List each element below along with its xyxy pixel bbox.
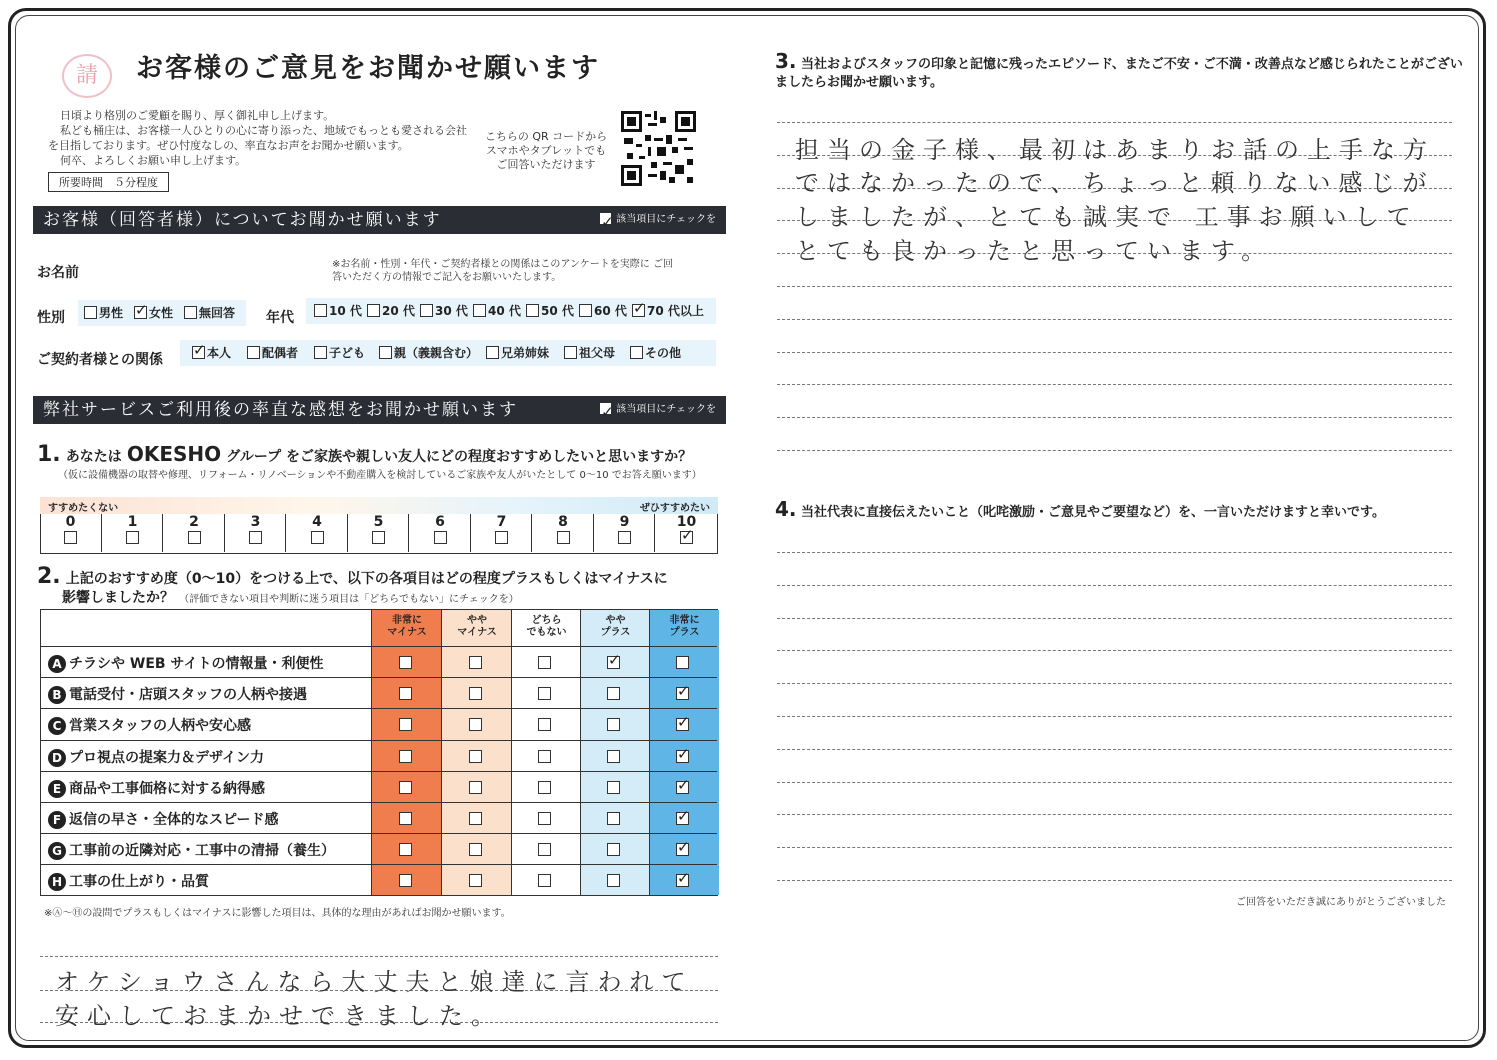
answer-line	[777, 650, 1452, 651]
q2-number: 2.	[37, 564, 61, 589]
row-label	[48, 840, 335, 860]
row-label	[48, 871, 209, 891]
scale-cell-7[interactable]	[470, 514, 532, 552]
q2-grid	[40, 609, 718, 896]
column-header: どちら でもない	[526, 615, 567, 638]
row-letter: H	[48, 873, 66, 891]
row-label	[48, 747, 264, 767]
name-label: お名前	[37, 265, 79, 281]
checkbox[interactable]	[557, 531, 570, 544]
checkbox[interactable]	[473, 304, 486, 317]
checkbox[interactable]	[607, 812, 620, 825]
checkbox[interactable]	[538, 687, 551, 700]
answer-line	[777, 384, 1452, 385]
intro-text	[48, 108, 468, 168]
option-label: 20 代	[382, 304, 415, 318]
option-label: 10 代	[329, 304, 362, 318]
scale-label: 5	[373, 514, 384, 530]
checkbox[interactable]	[469, 656, 482, 669]
answer-line	[777, 683, 1452, 684]
scale-cell-2[interactable]	[162, 514, 225, 552]
answer-line	[777, 286, 1452, 287]
checkbox[interactable]	[538, 812, 551, 825]
q4-heading	[775, 497, 1385, 521]
intro-line-3: 何卒、よろしくお願い申し上げます。	[60, 154, 247, 167]
relation-label: ご契約者様との関係	[37, 352, 163, 368]
age-option-40s[interactable]	[473, 302, 521, 319]
option-label: 30 代	[435, 304, 468, 318]
row-letter: A	[48, 655, 66, 673]
q2-text-2: 影響しましたか？	[62, 590, 174, 606]
qr-code-icon[interactable]	[621, 111, 696, 186]
checkbox[interactable]	[607, 874, 620, 887]
checkbox-checked[interactable]	[676, 781, 689, 794]
checkbox[interactable]	[314, 304, 327, 317]
checkbox[interactable]	[379, 346, 392, 359]
check-note-text: 該当項目にチェックを	[616, 214, 716, 225]
q1-high-label: ぜひすすめたい	[639, 503, 710, 514]
checkbox[interactable]	[538, 750, 551, 763]
row-text: プロ視点の提案力＆デザイン力	[69, 749, 265, 766]
q3-handwritten-line-4: とても良かったと思っています。	[795, 237, 1274, 265]
time-required-box: 所要時間 ５分程度	[48, 172, 169, 192]
answer-line	[777, 618, 1452, 619]
checkbox[interactable]	[469, 781, 482, 794]
answer-line	[777, 585, 1452, 586]
answer-line	[777, 782, 1452, 783]
checkbox[interactable]	[579, 304, 592, 317]
scale-label: 9	[619, 514, 630, 530]
checkbox[interactable]	[311, 531, 324, 544]
check-note-text: 該当項目にチェックを	[616, 404, 716, 415]
scale-cell-10[interactable]	[654, 514, 718, 552]
checkbox-checked[interactable]	[632, 304, 645, 317]
relation-option-other[interactable]	[630, 344, 681, 361]
age-options	[306, 298, 716, 324]
checkbox[interactable]	[607, 843, 620, 856]
checkbox-checked[interactable]	[676, 718, 689, 731]
scale-label: 2	[189, 514, 199, 530]
q1-heading	[37, 442, 692, 467]
option-label: 男性	[99, 306, 124, 320]
checkbox[interactable]	[184, 306, 197, 319]
column-header: やや マイナス	[457, 615, 497, 638]
row-label	[48, 715, 251, 735]
option-label: 女性	[149, 306, 174, 320]
scale-cell-4[interactable]	[285, 514, 348, 552]
checkbox[interactable]	[469, 750, 482, 763]
gender-option-male[interactable]	[84, 304, 123, 321]
checkbox[interactable]	[676, 656, 689, 669]
answer-line	[777, 352, 1452, 353]
checkbox[interactable]	[64, 531, 77, 544]
scale-cell-5[interactable]	[347, 514, 409, 552]
checkbox[interactable]	[372, 531, 385, 544]
checkbox[interactable]	[469, 874, 482, 887]
scale-cell-8[interactable]	[531, 514, 594, 552]
option-label: 40 代	[488, 304, 521, 318]
row-label	[48, 684, 307, 704]
table-row	[41, 708, 717, 740]
row-letter: G	[48, 842, 66, 860]
q3-number: 3.	[775, 49, 797, 73]
checkbox-checked[interactable]	[192, 346, 205, 359]
section-service-check-note	[600, 396, 716, 424]
answer-line	[777, 122, 1452, 123]
checkbox-checked[interactable]	[134, 306, 147, 319]
checkbox[interactable]	[367, 304, 380, 317]
checkbox[interactable]	[607, 750, 620, 763]
company-stamp: 請	[62, 54, 112, 98]
checkbox-checked[interactable]	[676, 687, 689, 700]
checkbox[interactable]	[399, 874, 412, 887]
checkbox-checked[interactable]	[607, 656, 620, 669]
scale-label: 0	[65, 514, 76, 530]
checkbox-checked[interactable]	[676, 874, 689, 887]
column-header: 非常に マイナス	[387, 615, 427, 638]
checkbox[interactable]	[188, 531, 201, 544]
name-note: ※お名前・性別・年代・ご契約者様との関係はこのアンケートを実際に ご回答いただく方の情報でご記入をお願いいたします。	[332, 259, 673, 283]
section-customer-check-note	[600, 206, 716, 234]
q3-heading	[775, 49, 1465, 92]
row-text: 返信の早さ・全体的なスピード感	[69, 812, 279, 828]
option-label: その他	[645, 346, 682, 360]
scale-label: 10	[676, 514, 697, 530]
checkbox[interactable]	[434, 531, 447, 544]
option-label: 配偶者	[262, 346, 299, 360]
scale-cell-6[interactable]	[408, 514, 471, 552]
option-label: 祖父母	[579, 346, 616, 360]
checkbox[interactable]	[607, 687, 620, 700]
intro-line-2: 私ども桶庄は、お客様一人ひとりの心に寄り添った、地域でもっとも愛される会社を目指しております。ぜひ忖度なしの、率直なお声をお聞かせ願います。	[48, 124, 467, 152]
checkbox[interactable]	[564, 346, 577, 359]
table-row	[41, 833, 717, 865]
q2-heading-line2	[62, 587, 519, 607]
table-row	[41, 771, 717, 803]
scale-label: 1	[127, 514, 138, 530]
intro-line-1: 日頃より格別のご愛顧を賜り、厚く御礼申し上げます。	[60, 109, 335, 122]
scale-cell-9[interactable]	[593, 514, 655, 552]
section-service-header	[33, 396, 726, 424]
scale-label: 8	[558, 514, 568, 530]
q1-low-label: すすめたくない	[48, 503, 119, 514]
q1-text-post: グループ をご家族や親しい友人にどの程度おすすめしたいと思いますか？	[226, 449, 693, 465]
q3-handwritten-line-1: 担当の金子様、最初はあまりお話の上手な方	[795, 136, 1435, 164]
q2-footnote: ※Ⓐ〜Ⓗの設問でプラスもしくはマイナスに影響した項目は、具体的な理由があればお聞かせ願います。	[44, 908, 511, 919]
option-label: 子ども	[329, 346, 366, 360]
q1-text-pre: あなたは	[65, 449, 122, 465]
row-text: 営業スタッフの人柄や安心感	[69, 718, 251, 735]
checkbox[interactable]	[469, 718, 482, 731]
checkbox[interactable]	[399, 812, 412, 825]
relation-option-grandparent[interactable]	[564, 344, 615, 361]
section-service-title: 弊社サービスご利用後の率直な感想をお聞かせ願います	[43, 400, 518, 420]
row-letter: B	[48, 686, 66, 704]
row-label	[48, 778, 265, 798]
row-text: 商品や工事価格に対する納得感	[69, 780, 265, 797]
checkbox-checked[interactable]	[676, 812, 689, 825]
answer-line	[40, 956, 718, 957]
q1-brand: OKESHO	[126, 442, 222, 466]
qr-caption: こちらの QR コードから スマホやタブレットでも ご回答いただけます	[484, 130, 608, 171]
scale-label: 4	[312, 514, 322, 530]
row-label	[48, 653, 323, 673]
checkbox[interactable]	[249, 531, 262, 544]
scale-label: 3	[250, 514, 261, 530]
table-row	[41, 740, 717, 772]
checkbox[interactable]	[486, 346, 499, 359]
checkbox[interactable]	[538, 843, 551, 856]
checkbox[interactable]	[538, 656, 551, 669]
checkbox[interactable]	[607, 781, 620, 794]
age-label: 年代	[266, 310, 294, 326]
checkbox[interactable]	[469, 687, 482, 700]
row-text: 工事の仕上がり・品質	[69, 874, 209, 891]
row-text: 電話受付・店頭スタッフの人柄や接遇	[69, 687, 307, 704]
row-text: 工事前の近隣対応・工事中の清掃（養生）	[69, 843, 335, 860]
age-option-60s[interactable]	[579, 302, 627, 319]
checkbox[interactable]	[469, 812, 482, 825]
age-option-30s[interactable]	[420, 302, 468, 319]
option-label: 50 代	[541, 304, 574, 318]
relation-options	[180, 340, 716, 366]
checkbox[interactable]	[84, 306, 97, 319]
check-icon	[600, 213, 611, 224]
row-letter: C	[48, 717, 66, 735]
q4-text: 当社代表に直接伝えたいこと（叱咤激励・ご意見やご要望など）を、一言いただけますと幸いです。	[801, 505, 1386, 520]
answer-line	[777, 417, 1452, 418]
checkbox[interactable]	[399, 781, 412, 794]
answer-line	[777, 716, 1452, 717]
option-label: 無回答	[199, 306, 236, 320]
answer-line	[777, 749, 1452, 750]
checkbox-checked[interactable]	[676, 843, 689, 856]
age-option-70s-plus[interactable]	[632, 302, 704, 319]
checkbox[interactable]	[469, 843, 482, 856]
q1-note: （仮に設備機器の取替や修理、リフォーム・リノベーションや不動産購入を検討しているご家族や友人がいたとして 0〜10 でお答え願います）	[58, 470, 702, 481]
row-letter: E	[48, 780, 66, 798]
checkbox-checked[interactable]	[680, 531, 693, 544]
age-option-20s[interactable]	[367, 302, 415, 319]
row-letter: D	[48, 749, 66, 767]
check-icon	[600, 403, 611, 414]
option-label: 兄弟姉妹	[501, 346, 550, 360]
relation-option-parent[interactable]	[379, 344, 478, 361]
answer-line	[777, 552, 1452, 553]
column-header: やや プラス	[600, 615, 631, 638]
checkbox[interactable]	[399, 656, 412, 669]
checkbox[interactable]	[495, 531, 508, 544]
section-customer-title: お客様（回答者様）についてお聞かせ願います	[43, 210, 442, 230]
relation-option-sibling[interactable]	[486, 344, 549, 361]
answer-line	[777, 880, 1452, 881]
checkbox-checked[interactable]	[676, 750, 689, 763]
table-row	[41, 646, 717, 678]
checkbox[interactable]	[314, 346, 327, 359]
checkbox[interactable]	[607, 718, 620, 731]
thanks-note: ご回答をいただき誠にありがとうございました	[1236, 897, 1446, 908]
scale-label: 7	[496, 514, 507, 530]
page-title: お客様のご意見をお聞かせ願います	[136, 53, 600, 84]
option-label: 本人	[207, 346, 232, 360]
row-label	[48, 809, 278, 829]
row-letter: F	[48, 811, 66, 829]
scale-label: 6	[435, 514, 445, 530]
q3-handwritten-line-3: しましたが、とても誠実で 工事お願いして	[795, 203, 1419, 231]
checkbox[interactable]	[538, 718, 551, 731]
q2-handwritten-line-1: オケショウさんなら大丈夫と娘達に言われて	[55, 968, 694, 996]
option-label: 60 代	[594, 304, 627, 318]
checkbox[interactable]	[420, 304, 433, 317]
option-label: 70 代以上	[647, 304, 704, 318]
checkbox[interactable]	[526, 304, 539, 317]
checkbox[interactable]	[399, 718, 412, 731]
table-row	[41, 677, 717, 709]
q1-scale-cells	[40, 497, 718, 554]
answer-line	[777, 814, 1452, 815]
checkbox[interactable]	[630, 346, 643, 359]
section-customer-header	[33, 206, 726, 234]
scale-cell-0[interactable]	[40, 514, 101, 552]
column-header: 非常に プラス	[669, 615, 700, 638]
q3-handwritten-line-2: ではなかったので、ちょっと頼りない感じが	[795, 169, 1435, 197]
q1-number: 1.	[37, 442, 61, 467]
gender-option-no-answer[interactable]	[184, 304, 235, 321]
gender-option-female[interactable]	[134, 304, 173, 321]
checkbox[interactable]	[538, 781, 551, 794]
gender-label: 性別	[37, 310, 65, 326]
checkbox[interactable]	[399, 687, 412, 700]
answer-line	[777, 450, 1452, 451]
checkbox[interactable]	[126, 531, 139, 544]
scale-cell-3[interactable]	[224, 514, 286, 552]
q2-note: （評価できない項目や判断に迷う項目は「どちらでもない」にチェックを）	[179, 594, 519, 605]
row-text: チラシや WEB サイトの情報量・利便性	[69, 656, 324, 672]
answer-line	[777, 319, 1452, 320]
q2-heading	[37, 564, 668, 589]
checkbox[interactable]	[247, 346, 260, 359]
checkbox[interactable]	[399, 843, 412, 856]
checkbox[interactable]	[618, 531, 631, 544]
checkbox[interactable]	[538, 874, 551, 887]
relation-option-spouse[interactable]	[247, 344, 298, 361]
age-option-50s[interactable]	[526, 302, 574, 319]
table-row	[41, 802, 717, 834]
age-option-10s[interactable]	[314, 302, 362, 319]
checkbox[interactable]	[399, 750, 412, 763]
option-label: 親（義親含む）	[394, 346, 479, 360]
q4-number: 4.	[775, 497, 797, 521]
q2-text: 上記のおすすめ度（0〜10）をつける上で、以下の各項目はどの程度プラスもしくはマイナスに	[65, 571, 668, 587]
relation-option-child[interactable]	[314, 344, 365, 361]
gender-options	[78, 300, 246, 326]
scale-cell-1[interactable]	[101, 514, 163, 552]
answer-line	[777, 847, 1452, 848]
q3-text: 当社およびスタッフの印象と記憶に残ったエピソード、またご不安・ご不満・改善点など感じられたことがございましたらお聞かせ願います。	[775, 57, 1463, 90]
relation-option-self[interactable]	[192, 344, 231, 361]
q2-handwritten-line-2: 安心しておまかせできました。	[55, 1002, 503, 1030]
table-row	[41, 864, 717, 896]
